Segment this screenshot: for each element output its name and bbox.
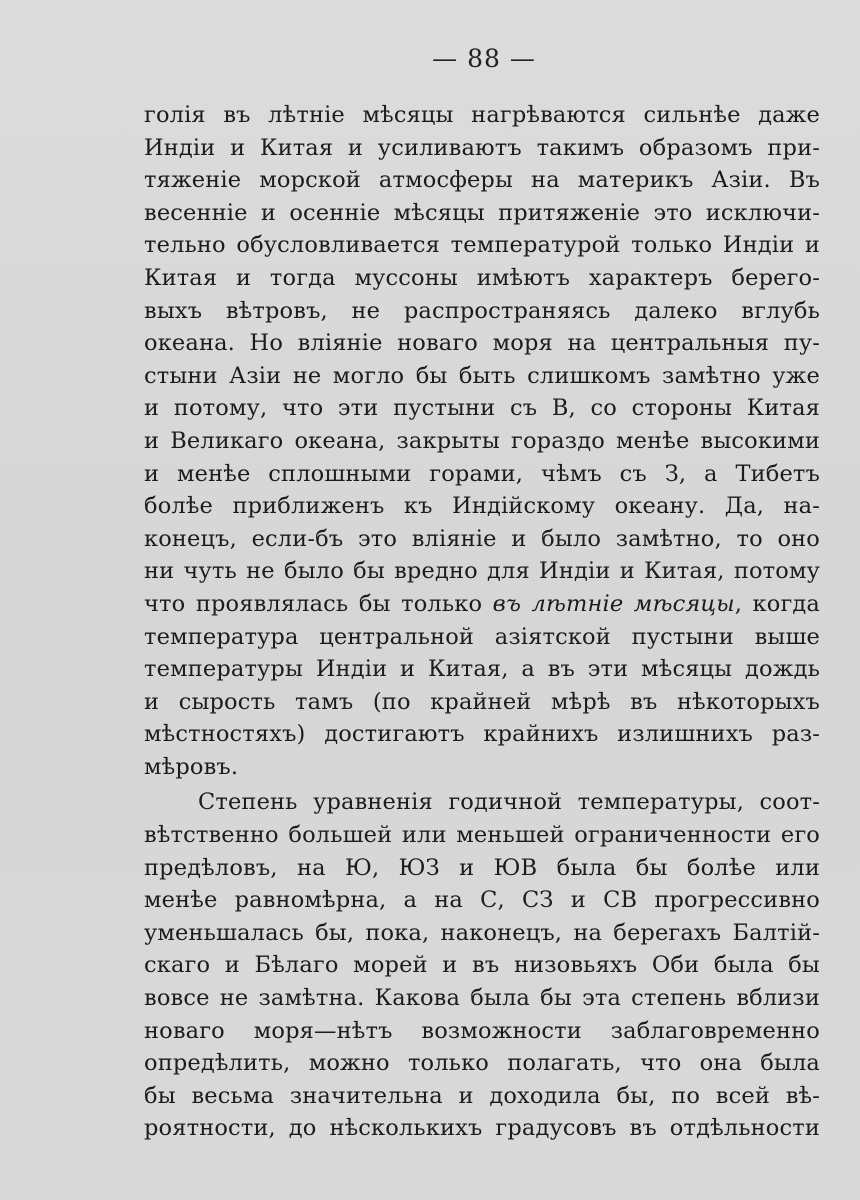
text-line: уменьшалась бы, пока, наконецъ, на берегахъ Балтій- [144,919,820,946]
text-line: Индіи и Китая и усиливаютъ такимъ образомъ при- [144,134,820,161]
text-line: вовсе не замѣтна. Какова была бы эта степень вблизи [144,985,820,1012]
text-line: предѣловъ, на Ю, ЮЗ и ЮВ была бы болѣе или [144,854,820,881]
text-line: голія въ лѣтніе мѣсяцы нагрѣваются сильнѣе даже [144,102,820,128]
text-line: температуры Индіи и Китая, а въ эти мѣсяцы дождь [144,656,820,683]
emphasized-phrase: въ лѣтніе мѣсяцы [492,590,735,617]
text-line: выхъ вѣтровъ, не распространяясь далеко вглубь [144,297,820,324]
text-line: новаго моря—нѣтъ возможности заблаговременно [144,1017,820,1044]
text-line: океана. Но вліяніе новаго моря на центральныя пу- [144,330,820,357]
text-line: тяженіе морской атмосферы на материкъ Азіи. Въ [144,167,820,194]
text-line: бы весьма значительна и доходила бы, по всей вѣ- [144,1082,820,1109]
text-line: стыни Азіи не могло бы быть слишкомъ замѣтно уже [144,362,820,389]
paragraph-2 [144,786,820,1145]
paragraph-1 [144,99,820,783]
text-line: мѣровъ. [144,753,239,780]
text-line: Китая и тогда муссоны имѣютъ характеръ берего- [144,264,820,291]
text-line: ни чуть не было бы вредно для Индіи и Китая, потому [144,558,820,585]
text-line: температура центральной азіятской пустыни выше [144,623,820,650]
text-line: мѣстностяхъ) достигаютъ крайнихъ излишнихъ раз- [144,721,820,748]
text-line: и Великаго океана, закрыты гораздо менѣе высокими [144,427,820,454]
text-line: весенніе и осенніе мѣсяцы притяженіе это исключи- [144,199,820,226]
text-segment: что проявлялась бы только [144,590,493,617]
text-line: Степень уравненія годичной температуры, соот- [198,789,820,816]
text-line: конецъ, если-бъ это вліяніе и было замѣтно, то оно [144,525,820,552]
text-line: вѣтственно большей или меньшей ограниченности его [144,822,820,849]
text-line: болѣе приближенъ къ Индійскому океану. Да, на- [144,493,820,520]
text-line: и менѣе сплошными горами, чѣмъ съ З, а Тибетъ [144,460,820,487]
body-text [144,99,820,1145]
text-line: и сырость тамъ (по крайней мѣрѣ въ нѣкоторыхъ [144,688,820,715]
text-line: скаго и Бѣлаго морей и въ низовьяхъ Оби была бы [144,952,820,979]
text-segment: , когда [734,590,820,617]
text-line: и потому, что эти пустыни съ В, со стороны Китая [144,395,820,422]
text-line: роятности, до нѣсколькихъ градусовъ въ отдѣльности [144,1115,820,1142]
text-line: тельно обусловливается температурой только Индіи и [144,232,820,259]
page-number: — 88 — [432,44,536,73]
text-line-with-emphasis [144,588,820,621]
text-line: менѣе равномѣрна, а на С, СЗ и СВ прогрессивно [144,887,820,914]
text-line: опредѣлить, можно только полагать, что она была [144,1050,820,1077]
